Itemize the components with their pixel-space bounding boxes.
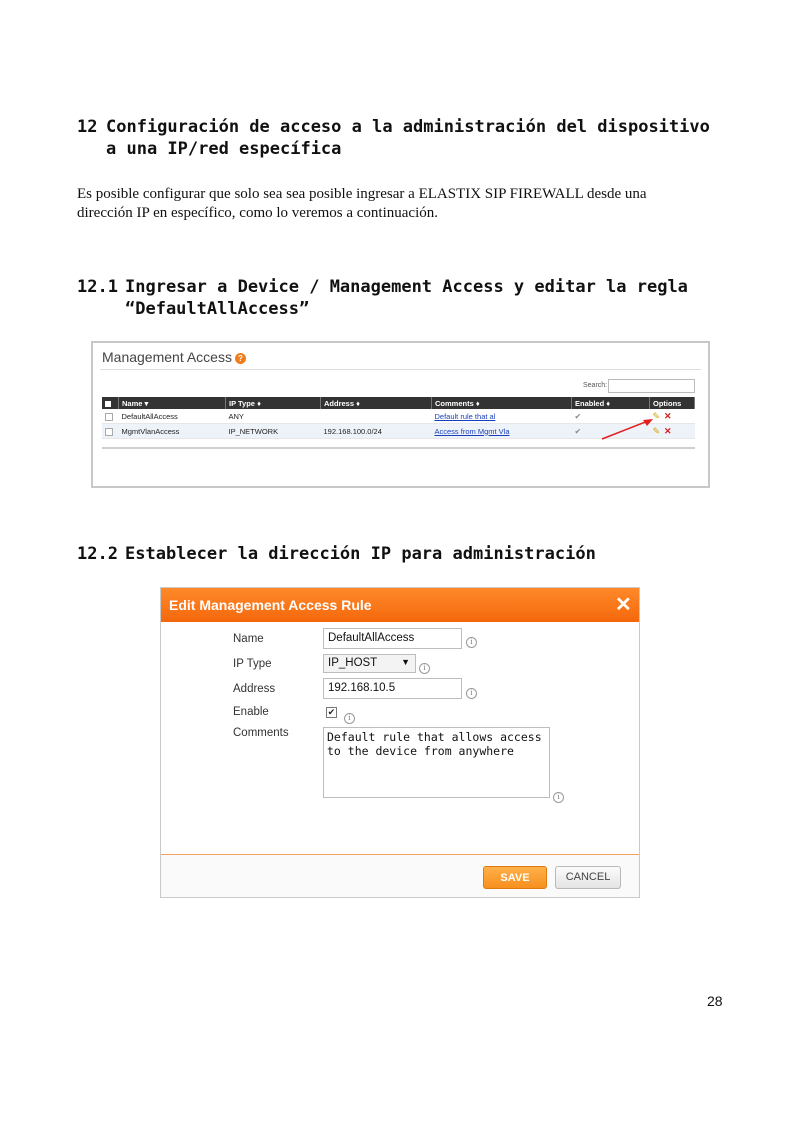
ip-type-value: IP_HOST: [328, 657, 378, 669]
enabled-check-icon: ✔: [574, 426, 582, 436]
cell-name: DefaultAllAccess: [119, 409, 226, 424]
name-label: Name: [233, 633, 264, 645]
col-address-header[interactable]: Address ♦: [321, 397, 432, 409]
management-access-title: Management Access: [102, 349, 232, 365]
dropdown-arrow-icon: ▼: [401, 657, 410, 667]
section-12-1-title-line1: Ingresar a Device / Management Access y editar la regla: [125, 277, 688, 297]
col-enabled-header[interactable]: Enabled ♦: [572, 397, 650, 409]
col-comments-header[interactable]: Comments ♦: [432, 397, 572, 409]
info-icon[interactable]: i: [419, 663, 430, 674]
info-icon[interactable]: i: [466, 688, 477, 699]
close-icon[interactable]: ✕: [615, 594, 632, 616]
info-icon[interactable]: i: [466, 637, 477, 648]
col-ip-type-header[interactable]: IP Type ♦: [226, 397, 321, 409]
cell-address: 192.168.100.0/24: [321, 424, 432, 439]
section-12-paragraph-line2: dirección IP en específico, como lo veremos a continuación.: [77, 205, 438, 221]
select-all-checkbox[interactable]: [102, 397, 119, 409]
enable-checkbox[interactable]: ✔: [327, 707, 336, 717]
comments-textarea[interactable]: Default rule that allows access to the device from anywhere: [323, 727, 550, 798]
section-12-paragraph-line1: Es posible configurar que solo sea sea posible ingresar a ELASTIX SIP FIREWALL desde una: [77, 186, 647, 202]
page-number: 28: [707, 993, 723, 1009]
comments-label: Comments: [233, 727, 289, 739]
edit-pencil-icon[interactable]: ✎: [652, 410, 661, 421]
management-access-screenshot: [91, 341, 710, 488]
checkbox-icon: [105, 428, 113, 436]
panel-divider: [100, 369, 701, 370]
ip-type-select[interactable]: [323, 654, 416, 673]
table-header-row: [102, 397, 695, 409]
help-question-icon[interactable]: ?: [235, 353, 246, 364]
section-12-2-number: 12.2: [77, 544, 118, 564]
cancel-button[interactable]: CANCEL: [555, 866, 621, 889]
address-input[interactable]: 192.168.10.5: [323, 678, 462, 699]
row-checkbox[interactable]: [102, 409, 119, 424]
ip-type-label: IP Type: [233, 658, 272, 670]
comments-link[interactable]: Access from Mgmt Vla: [434, 426, 510, 436]
section-12-number: 12: [77, 117, 98, 137]
section-12-2-title: Establecer la dirección IP para administración: [125, 544, 596, 564]
management-access-panel: [102, 349, 246, 365]
delete-x-icon[interactable]: ✕: [664, 425, 672, 436]
row-checkbox[interactable]: [102, 424, 119, 439]
section-12-1-number: 12.1: [77, 277, 118, 297]
col-name-header[interactable]: Name ▾: [119, 397, 226, 409]
cell-comments[interactable]: [432, 409, 572, 424]
enabled-check-icon: ✔: [574, 411, 582, 421]
address-label: Address: [233, 683, 276, 695]
cell-comments[interactable]: [432, 424, 572, 439]
red-arrow-annotation: [598, 413, 658, 443]
cell-ip-type: IP_NETWORK: [226, 424, 321, 439]
enable-label: Enable: [233, 706, 269, 718]
name-input[interactable]: DefaultAllAccess: [323, 628, 462, 649]
search-label: Search:: [583, 382, 608, 389]
section-12-title-line2: a una IP/red específica: [106, 139, 342, 159]
delete-x-icon[interactable]: ✕: [664, 410, 672, 421]
save-button[interactable]: SAVE: [483, 866, 547, 889]
cell-address: [321, 409, 432, 424]
section-12-1-title-line2: “DefaultAllAccess”: [125, 299, 310, 319]
section-12-title-line1: Configuración de acceso a la administración del dispositivo: [106, 117, 710, 137]
col-options-header: Options: [650, 397, 695, 409]
table-footer-bar: [102, 447, 695, 449]
info-icon[interactable]: i: [344, 713, 355, 724]
search-input[interactable]: [608, 379, 695, 393]
arrow-shaft: [602, 421, 648, 439]
comments-link[interactable]: Default rule that al: [434, 411, 496, 421]
cell-ip-type: ANY: [226, 409, 321, 424]
checkbox-icon: [105, 401, 111, 407]
edit-rule-dialog: [160, 587, 640, 898]
info-icon[interactable]: i: [553, 792, 564, 803]
edit-pencil-icon[interactable]: ✎: [652, 425, 661, 436]
checkbox-icon: [105, 413, 113, 421]
dialog-title: Edit Management Access Rule: [169, 597, 372, 613]
cell-name: MgmtVlanAccess: [119, 424, 226, 439]
